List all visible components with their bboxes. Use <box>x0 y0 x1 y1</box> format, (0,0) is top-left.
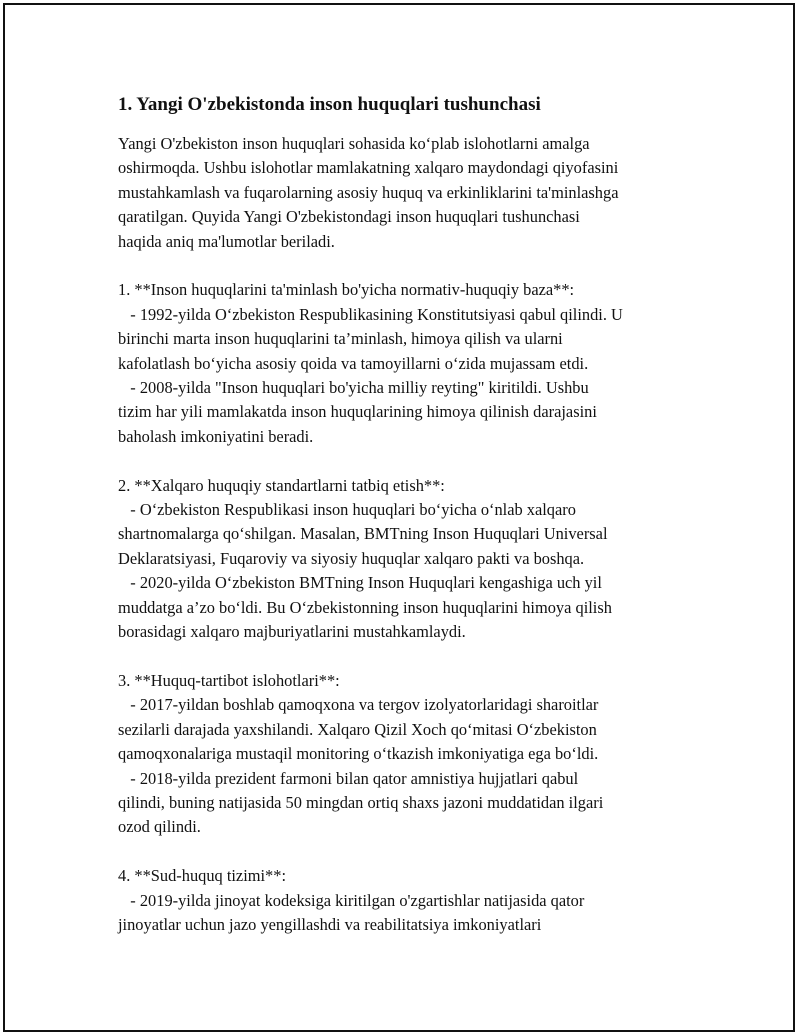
section-line: qilindi, buning natijasida 50 mingdan ortiq shaxs jazoni muddatidan ilgari <box>118 792 604 812</box>
paragraph-spacer <box>118 254 698 278</box>
section-line: - 2020-yilda O‘zbekiston BMTning Inson Huquqlari kengashiga uch yil <box>118 573 602 593</box>
section-line: tizim har yili mamlakatda inson huquqlarining himoya qilinish darajasini <box>118 402 597 422</box>
intro-line: oshirmoqda. Ushbu islohotlar mamlakatning xalqaro maydondagi qiyofasini <box>118 158 619 178</box>
section-judicial-system <box>118 864 698 937</box>
section-line: - 2019-yilda jinoyat kodeksiga kiritilgan o'zgartishlar natijasida qator <box>118 890 585 910</box>
intro-line: haqida aniq ma'lumotlar beriladi. <box>118 231 335 251</box>
paragraph-spacer <box>118 449 698 473</box>
section-line: sezilarli darajada yaxshilandi. Xalqaro Qizil Xoch qo‘mitasi O‘zbekiston <box>118 719 597 739</box>
document-body <box>118 92 698 937</box>
section-line: kafolatlash bo‘yicha asosiy qoida va tamoyillarni o‘zida mujassam etdi. <box>118 353 589 373</box>
section-line: - 2008-yilda "Inson huquqlari bo'yicha milliy reyting" kiritildi. Ushbu <box>118 378 589 398</box>
intro-line: Yangi O'zbekiston inson huquqlari sohasida ko‘plab islohotlarni amalga <box>118 134 590 153</box>
section-international-standards <box>118 474 698 645</box>
section-line: shartnomalarga qo‘shilgan. Masalan, BMTning Inson Huquqlari Universal <box>118 524 608 544</box>
section-legal-framework <box>118 278 698 449</box>
paragraph-spacer <box>118 645 698 669</box>
section-line: - 2017-yildan boshlab qamoqxona va tergov izolyatorlaridagi sharoitlar <box>118 695 599 715</box>
section-heading: 1. **Inson huquqlarini ta'minlash bo'yicha normativ-huquqiy baza**: <box>118 280 575 300</box>
section-line: jinoyatlar uchun jazo yengillashdi va reabilitatsiya imkoniyatlari <box>118 914 542 934</box>
section-heading: 2. **Xalqaro huquqiy standartlarni tatbiq etish**: <box>118 475 445 495</box>
document-title: 1. Yangi O'zbekistonda inson huquqlari tushunchasi <box>118 94 541 115</box>
section-line: muddatga a’zo bo‘ldi. Bu O‘zbekistonning inson huquqlarini himoya qilish <box>118 597 612 617</box>
paragraph-spacer <box>118 840 698 864</box>
section-line: Deklaratsiyasi, Fuqaroviy va siyosiy huquqlar xalqaro pakti va boshqa. <box>118 548 585 568</box>
section-line: baholash imkoniyatini beradi. <box>118 426 314 446</box>
section-line: - O‘zbekiston Respublikasi inson huquqlari bo‘yicha o‘nlab xalqaro <box>118 500 576 520</box>
section-line: borasidagi xalqaro majburiyatlarini mustahkamlaydi. <box>118 622 466 642</box>
section-law-enforcement-reforms <box>118 669 698 840</box>
intro-line: mustahkamlash va fuqarolarning asosiy huquq va erkinliklarini ta'minlashga <box>118 182 619 202</box>
section-line: ozod qilindi. <box>118 817 201 837</box>
section-heading: 4. **Sud-huquq tizimi**: <box>118 866 287 886</box>
intro-line: qaratilgan. Quyida Yangi O'zbekistondagi inson huquqlari tushunchasi <box>118 207 580 227</box>
section-line: birinchi marta inson huquqlarini ta’minlash, himoya qilish va ularni <box>118 329 563 349</box>
section-line: qamoqxonalariga mustaqil monitoring o‘tkazish imkoniyatiga ega bo‘ldi. <box>118 744 599 764</box>
section-heading: 3. **Huquq-tartibot islohotlari**: <box>118 670 340 690</box>
section-line: - 1992-yilda O‘zbekiston Respublikasining Konstitutsiyasi qabul qilindi. U <box>118 304 623 324</box>
section-line: - 2018-yilda prezident farmoni bilan qator amnistiya hujjatlari qabul <box>118 768 579 788</box>
intro-paragraph <box>118 132 698 254</box>
